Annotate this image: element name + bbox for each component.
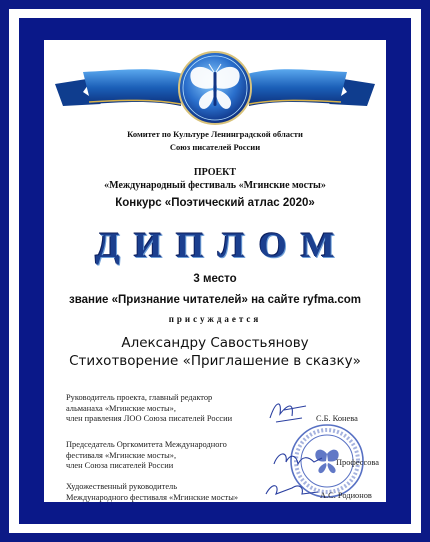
place: 3 место — [193, 273, 237, 285]
ribbon-emblem — [53, 44, 377, 130]
role-line: Председатель Оргкомитета Международного — [66, 440, 227, 449]
role-line: Художественный руководитель — [66, 482, 178, 491]
recipient-name: Александру Савостьянову — [121, 335, 309, 351]
signature-name-1: С.Б. Конева — [316, 414, 358, 423]
award-line: звание «Признание читателей» на сайте ryfma.com — [69, 294, 361, 306]
role-line: Руководитель проекта, главный редактор — [66, 393, 213, 402]
signature-name-3: А.С. Родионов — [320, 491, 372, 500]
signature-scribble-2 — [270, 446, 326, 474]
role-line: Международного фестиваля «Мгинские мосты» — [66, 492, 239, 502]
project-label: ПРОЕКТ — [193, 167, 237, 178]
role-line: фестиваля «Мгинские мосты», — [66, 450, 177, 460]
role-line: член Союза писателей России — [66, 461, 174, 470]
signature-scribble-3 — [262, 478, 322, 502]
org-line2: Союз писателей России — [169, 142, 261, 152]
signature-name-2: Профессова — [336, 458, 379, 467]
signature-role-2 — [66, 440, 296, 472]
recipient-work: Стихотворение «Приглашение в сказку» — [69, 353, 361, 369]
awarded-label: присуждается — [168, 314, 262, 324]
diploma-title: ДИПЛОМ — [95, 225, 349, 265]
role-line: альманаха «Мгинские мосты», — [66, 403, 176, 413]
contest-title: Конкурс «Поэтический атлас 2020» — [115, 197, 315, 209]
signature-role-1 — [66, 393, 296, 425]
role-line: член правления ЛОО Союза писателей России — [66, 414, 233, 423]
project-festival: «Международный фестиваль «Мгинские мосты» — [104, 180, 326, 191]
org-line1: Комитет по Культуре Ленинградской области — [127, 129, 303, 139]
